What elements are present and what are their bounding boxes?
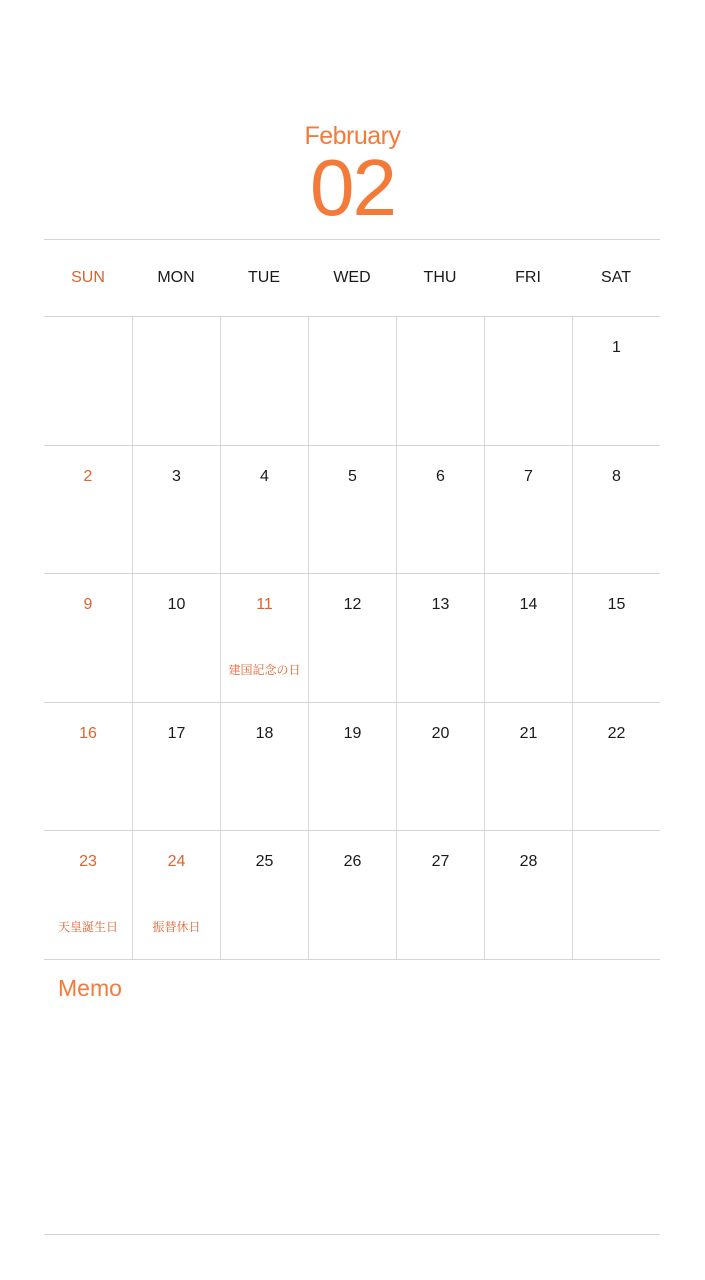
day-cell[interactable] <box>44 574 132 702</box>
day-cell[interactable] <box>572 317 660 445</box>
day-number: 18 <box>255 724 274 742</box>
day-number: 7 <box>524 467 533 485</box>
day-number: 20 <box>431 724 450 742</box>
holiday-label: 振替休日 <box>152 920 201 934</box>
day-number: 5 <box>348 467 357 485</box>
day-number: 25 <box>255 853 274 870</box>
memo-title: Memo <box>58 975 122 1001</box>
day-cell[interactable] <box>484 703 572 831</box>
day-cell[interactable] <box>44 446 132 574</box>
month-header <box>0 118 705 232</box>
day-cell[interactable] <box>308 831 396 959</box>
month-name: February <box>304 122 401 150</box>
day-cell[interactable] <box>220 831 308 959</box>
day-cell[interactable] <box>308 703 396 831</box>
day-number: 22 <box>607 724 626 742</box>
day-number: 11 <box>256 596 273 613</box>
day-cell[interactable] <box>44 703 132 831</box>
day-cell[interactable] <box>396 574 484 702</box>
weekday-wed: WED <box>333 269 371 286</box>
day-number: 2 <box>83 467 93 485</box>
weekday-sun: SUN <box>71 269 105 286</box>
day-number: 14 <box>519 596 538 613</box>
day-number: 13 <box>431 596 450 613</box>
day-number: 9 <box>83 596 93 613</box>
day-number: 24 <box>167 853 186 870</box>
empty-day-cell <box>396 317 484 445</box>
day-number: 12 <box>343 596 362 613</box>
month-number: 02 <box>310 143 395 232</box>
weekday-header-row <box>44 239 660 317</box>
day-cell[interactable] <box>572 703 660 831</box>
day-cell[interactable] <box>308 574 396 702</box>
week-row <box>44 703 660 832</box>
weekday-thu: THU <box>423 269 457 286</box>
day-cell[interactable] <box>132 446 220 574</box>
day-number: 23 <box>79 853 97 870</box>
day-cell[interactable] <box>220 574 308 702</box>
weekday-mon: MON <box>157 269 195 286</box>
week-row <box>44 831 660 960</box>
day-number: 16 <box>79 724 97 742</box>
calendar-grid <box>44 239 660 960</box>
empty-day-cell <box>484 317 572 445</box>
day-cell[interactable] <box>396 703 484 831</box>
day-cell[interactable] <box>396 446 484 574</box>
day-cell[interactable] <box>220 703 308 831</box>
empty-day-cell <box>220 317 308 445</box>
weekday-fri: FRI <box>515 269 541 286</box>
day-cell[interactable] <box>484 574 572 702</box>
day-number: 19 <box>343 724 362 742</box>
week-row <box>44 574 660 703</box>
memo-divider <box>44 1234 660 1235</box>
holiday-label: 建国記念の日 <box>228 663 301 677</box>
weeks-container <box>44 317 660 960</box>
holiday-label: 天皇誕生日 <box>57 920 118 934</box>
weekday-sat: SAT <box>601 269 631 286</box>
day-number: 28 <box>519 853 538 870</box>
day-number: 21 <box>519 724 538 742</box>
day-number: 6 <box>436 467 445 485</box>
day-number: 15 <box>607 596 626 613</box>
day-number: 17 <box>167 724 186 742</box>
day-cell[interactable] <box>132 831 220 959</box>
day-number: 27 <box>431 853 450 870</box>
day-cell[interactable] <box>484 446 572 574</box>
day-number: 10 <box>167 596 186 613</box>
day-cell[interactable] <box>132 703 220 831</box>
day-number: 8 <box>612 467 621 485</box>
day-number: 3 <box>172 467 181 485</box>
empty-day-cell <box>132 317 220 445</box>
day-number: 1 <box>612 339 621 356</box>
day-cell[interactable] <box>132 574 220 702</box>
weekday-tue: TUE <box>248 269 280 286</box>
day-cell[interactable] <box>484 831 572 959</box>
day-cell[interactable] <box>396 831 484 959</box>
day-cell[interactable] <box>220 446 308 574</box>
empty-day-cell <box>308 317 396 445</box>
week-row <box>44 317 660 446</box>
day-cell[interactable] <box>572 446 660 574</box>
day-number: 26 <box>343 853 362 870</box>
empty-day-cell <box>572 831 660 959</box>
day-cell[interactable] <box>572 574 660 702</box>
empty-day-cell <box>44 317 132 445</box>
day-cell[interactable] <box>44 831 132 959</box>
week-row <box>44 446 660 575</box>
day-cell[interactable] <box>308 446 396 574</box>
day-number: 4 <box>260 467 269 485</box>
